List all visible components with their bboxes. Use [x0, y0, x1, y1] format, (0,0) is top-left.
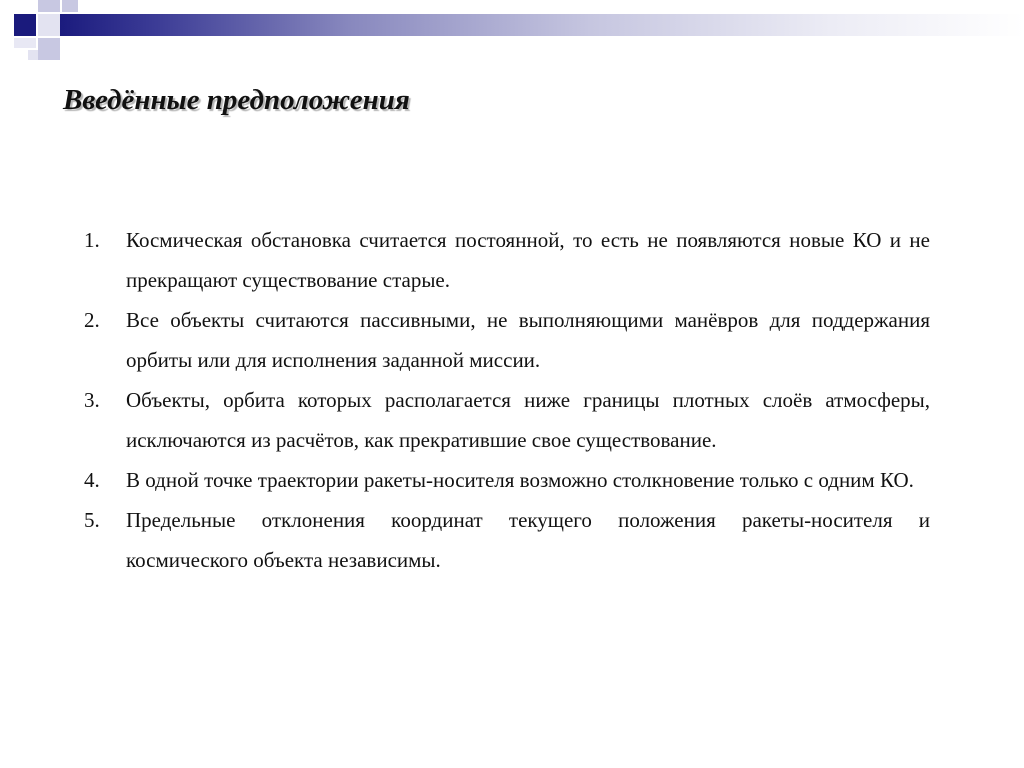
decor-square [38, 14, 60, 36]
decor-square [38, 0, 60, 12]
item-text: Все объекты считаются пассивными, не выполняющими манёвров для поддержания орбиты или для исполнения заданной миссии. [126, 308, 930, 372]
decor-square [14, 38, 36, 48]
decor-square [38, 38, 60, 60]
header-gradient-band [60, 14, 1024, 36]
item-text: В одной точке траектории ракеты-носителя возможно столкновение только с одним КО. [126, 468, 914, 492]
decor-square [62, 0, 78, 12]
item-number: 5. [84, 508, 100, 532]
item-number: 3. [84, 388, 100, 412]
decor-square-dark [14, 14, 36, 36]
item-number: 1. [84, 228, 100, 252]
item-number: 2. [84, 308, 100, 332]
item-text: Космическая обстановка считается постоянной, то есть не появляются новые КО и не прекращают существование старые. [126, 228, 930, 292]
assumptions-list [84, 220, 930, 580]
list-item [84, 220, 930, 300]
item-number: 4. [84, 468, 100, 492]
decor-square [28, 50, 38, 60]
list-item [84, 380, 930, 460]
item-text: Предельные отклонения координат текущего положения ракеты-носителя и космического объекта независимы. [126, 508, 930, 572]
list-item [84, 500, 930, 580]
item-text: Объекты, орбита которых располагается ниже границы плотных слоёв атмосферы, исключаются из расчётов, как прекратившие свое существование. [126, 388, 930, 452]
list-item [84, 300, 930, 380]
list-item [84, 460, 930, 500]
slide-title: Введённые предположения [63, 84, 410, 116]
